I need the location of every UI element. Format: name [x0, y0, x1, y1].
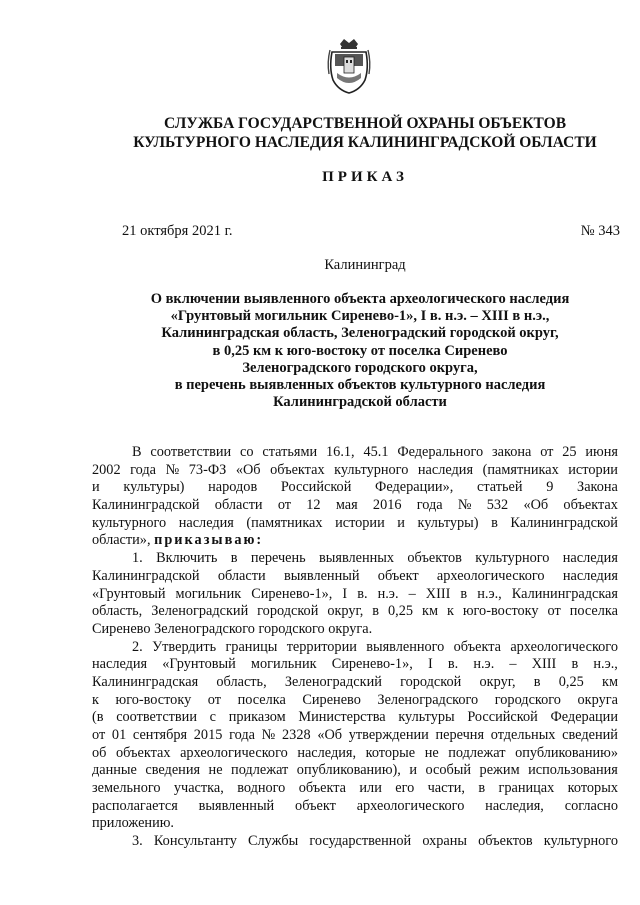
body-word: не: [424, 744, 439, 761]
body-word: археологического: [180, 744, 288, 761]
body-word: I: [427, 656, 433, 673]
body-word: от: [92, 727, 106, 743]
organization-name-line-2: КУЛЬТУРНОГО НАСЛЕДИЯ КАЛИНИНГРАДСКОЙ ОБЛАСТИ: [133, 134, 597, 151]
body-word: округа: [577, 691, 618, 708]
body-word: в: [491, 514, 498, 531]
body-line: [92, 462, 618, 480]
body-word: земельного: [92, 780, 161, 797]
body-word: которые: [365, 744, 416, 761]
body-word: от: [207, 691, 221, 708]
body-word: наследия,: [485, 797, 544, 814]
body-word: наследия: [562, 567, 618, 584]
body-word: границах: [498, 780, 555, 797]
body-word: 16.1,: [326, 444, 355, 460]
organization-name-line-1: СЛУЖБА ГОСУДАРСТВЕННОЙ ОХРАНЫ ОБЪЕКТОВ: [163, 115, 567, 132]
coat-of-arms-emblem: [326, 38, 372, 94]
body-word: культурного: [92, 514, 167, 531]
body-word: (памятниках: [246, 514, 323, 531]
order-city: Калининград: [324, 257, 406, 273]
body-word: Калининградская: [511, 585, 618, 602]
subject-line: О включении выявленного объекта археологического наследия: [150, 291, 570, 307]
body-word: приложению.: [92, 815, 178, 832]
subject-line: Калининградская область, Зеленоградский городской округ,: [161, 325, 559, 342]
subject-line: «Грунтовый могильник Сиренево-1», I в. н.э. – XIII в н.э.,: [170, 308, 550, 325]
body-line: [92, 603, 618, 621]
order-number: № 343: [580, 223, 620, 239]
body-line: [92, 727, 618, 745]
body-word: об: [92, 744, 107, 761]
body-word: Калининградской: [510, 514, 618, 531]
body-word: культуры): [123, 479, 185, 496]
body-word: км: [422, 603, 438, 620]
body-word: округа.: [328, 620, 376, 637]
order-date: 21 октября 2021 г.: [122, 223, 233, 239]
body-word: области: [214, 497, 263, 514]
body-word: округ,: [327, 603, 364, 620]
body-word: Сиренево-1»,: [251, 585, 333, 602]
body-word: от: [547, 603, 561, 620]
body-word: участка,: [173, 780, 224, 797]
body-word: «Грунтовый: [92, 585, 166, 602]
body-line: [92, 568, 618, 586]
body-word: Российской: [280, 479, 352, 496]
body-word: н.э.: [377, 585, 399, 602]
body-word: водного: [237, 780, 286, 797]
body-word: в: [533, 673, 541, 690]
body-word: область,: [92, 603, 143, 620]
body-word: объектах: [563, 497, 618, 514]
body-word: в: [460, 585, 468, 602]
body-word: Калининградской: [92, 567, 200, 584]
body-word: в: [230, 550, 238, 567]
body-word: соответствии: [116, 709, 197, 726]
body-word: №: [457, 497, 472, 514]
body-word: –: [509, 656, 517, 673]
subject-line: в 0,25 км к юго-востоку от поселка Сиренево: [212, 342, 508, 359]
body-word: наследия: [562, 550, 618, 567]
body-word: выявленный: [283, 567, 360, 584]
body-word: в: [571, 656, 579, 673]
body-word: археологического: [436, 567, 545, 584]
body-word: Консультанту: [153, 833, 237, 850]
body-word: объекта: [298, 780, 347, 797]
body-word: поселка: [237, 691, 286, 708]
body-word: 2328: [282, 727, 311, 743]
body-word: Включить: [156, 550, 218, 567]
body-word: к: [92, 691, 99, 708]
body-word: наследия: [92, 656, 148, 673]
body-line: [92, 762, 618, 780]
body-word: перечня: [435, 727, 485, 743]
document-type: ПРИКАЗ: [322, 169, 408, 185]
body-word: область,: [216, 673, 267, 690]
body-word: 2016: [372, 497, 402, 514]
body-word: года: [416, 497, 443, 514]
body-word: в: [372, 603, 380, 620]
body-line: [92, 745, 618, 763]
body-word: №: [165, 461, 180, 478]
body-word: Сиренево-1»,: [331, 656, 413, 673]
body-word: 12: [306, 497, 321, 514]
body-word: объект: [377, 567, 419, 584]
body-word: наследия: [178, 514, 234, 531]
body-line: [92, 833, 618, 851]
body-word: в.: [357, 585, 368, 602]
body-word: выявленного: [366, 638, 445, 655]
body-line: [92, 515, 618, 533]
body-word: объект: [295, 797, 336, 814]
body-word: XIII: [425, 585, 451, 602]
body-word: Сиренево: [302, 691, 361, 708]
body-word: 25: [562, 444, 577, 460]
body-word: 532: [486, 497, 509, 514]
body-word: Федерального: [397, 444, 484, 460]
body-word: сведений: [562, 727, 618, 743]
body-word: и: [92, 479, 100, 496]
body-line: [92, 444, 618, 462]
body-word: объекта: [453, 638, 501, 655]
body-word: В: [132, 444, 142, 460]
body-word: располагается: [92, 797, 178, 814]
body-word: могильник: [175, 585, 242, 602]
body-word: закона: [491, 444, 532, 460]
body-word: 3.: [132, 833, 143, 850]
body-word: 2015: [193, 727, 223, 743]
order-directive-word: приказываю:: [154, 532, 264, 549]
body-word: «Об: [235, 461, 261, 478]
body-word: юго-востоку: [115, 691, 192, 708]
subject-line: в перечень выявленных объектов культурного наследия: [174, 377, 546, 394]
body-word: XIII: [531, 656, 557, 673]
body-word: №: [261, 727, 276, 743]
body-word: Калининградской: [92, 497, 200, 514]
body-line: [92, 532, 618, 550]
body-word: мая: [335, 497, 358, 514]
body-line: [92, 798, 618, 816]
body-word: части,: [427, 780, 465, 797]
body-word: археологического: [356, 797, 465, 814]
body-word: в.: [447, 656, 459, 673]
body-word: приказом: [228, 709, 286, 726]
body-word: н.э.,: [593, 656, 618, 673]
body-word: границы: [225, 638, 278, 655]
body-word: подлежат: [448, 744, 506, 761]
body-word: соответствии: [150, 444, 232, 460]
body-line: [92, 479, 618, 497]
body-word: Утвердить: [152, 638, 217, 655]
body-line: [92, 815, 618, 833]
body-word: года: [229, 727, 255, 743]
body-line: [92, 780, 618, 798]
body-word: статьями: [262, 444, 318, 460]
body-word: июня: [585, 444, 618, 460]
body-line: [92, 550, 618, 568]
body-word: –: [408, 585, 416, 602]
body-word: территории: [286, 638, 357, 655]
body-word: Зеленоградского: [377, 691, 479, 708]
body-word: Сиренево: [92, 620, 155, 637]
body-word: объектах: [270, 461, 325, 478]
body-word: народов: [208, 479, 258, 496]
body-word: культурного: [334, 461, 409, 478]
body-word: 45.1: [363, 444, 389, 460]
body-word: н.э.,: [477, 585, 502, 602]
body-word: от: [277, 497, 292, 514]
body-word: н.э.: [473, 656, 495, 673]
body-word: 9: [546, 479, 554, 496]
order-body: [92, 444, 618, 851]
body-word: и: [409, 762, 418, 779]
order-subject: [100, 291, 620, 411]
body-word: особый: [425, 762, 472, 779]
body-word: 2.: [132, 638, 143, 655]
body-word: объектов: [478, 833, 533, 850]
body-word: от: [540, 444, 554, 460]
body-word: поселка: [569, 603, 618, 620]
body-word: Калининградская: [92, 673, 199, 690]
body-word: статьей: [476, 479, 523, 496]
body-word: подлежат: [231, 762, 289, 779]
body-word: Закона: [577, 479, 618, 496]
body-word: I: [342, 585, 348, 602]
body-word: 01: [111, 727, 127, 743]
body-word: со: [240, 444, 254, 460]
subject-line: Зеленоградского городского округа,: [242, 359, 478, 376]
body-word: «Об: [523, 497, 549, 514]
body-word: объектах: [116, 744, 171, 761]
body-word: с: [209, 709, 217, 726]
body-word: «Грунтовый: [162, 656, 236, 673]
body-word: Федерации: [550, 709, 618, 726]
body-word: истории: [335, 514, 385, 531]
body-word: охраны: [422, 833, 468, 850]
body-word: утверждении: [348, 727, 429, 743]
body-word: истории: [568, 461, 618, 478]
body-line: [92, 692, 618, 710]
body-word: 2002: [92, 461, 121, 478]
body-line: [92, 586, 618, 604]
body-word: объектов: [407, 550, 462, 567]
body-word: «Об: [317, 727, 343, 743]
body-word: Федерации»,: [375, 479, 454, 496]
body-word: данные: [92, 762, 137, 779]
body-word: перечень: [250, 550, 306, 567]
body-word: (памятниках: [482, 461, 559, 478]
body-word: Зеленоградский: [284, 673, 382, 690]
body-word: его: [395, 780, 415, 797]
body-word: археологического: [510, 638, 618, 655]
body-word: выявленных: [319, 550, 395, 567]
body-word: городского: [494, 691, 561, 708]
body-line: [92, 674, 618, 692]
body-word: культурного: [543, 833, 618, 850]
body-word: года: [130, 461, 157, 478]
body-word: культуры: [398, 709, 455, 726]
body-word: 1.: [132, 550, 143, 567]
body-word: (в: [92, 709, 104, 726]
body-word: наследия: [417, 461, 474, 478]
body-word: режим: [479, 762, 520, 779]
body-word: наследия,: [297, 744, 357, 761]
body-word: 0,25: [558, 673, 584, 690]
body-line: [92, 709, 618, 727]
body-word: городского: [258, 620, 329, 637]
body-word: Зеленоградский: [151, 603, 249, 620]
body-word: сентября: [132, 727, 188, 743]
body-word: использования: [528, 762, 618, 779]
body-word: выявленный: [198, 797, 275, 814]
body-word: км: [602, 673, 618, 690]
body-word: государственной: [309, 833, 412, 850]
body-word: опубликованию»: [515, 744, 618, 761]
body-word: округ,: [479, 673, 516, 690]
body-word: городской: [257, 603, 319, 620]
body-word: Министерства: [298, 709, 386, 726]
body-word: Службы: [248, 833, 299, 850]
body-word: Российской: [467, 709, 538, 726]
body-word: которых: [567, 780, 618, 797]
body-word: к: [446, 603, 454, 620]
body-word: области: [217, 567, 266, 584]
body-word: 73-ФЗ: [188, 461, 227, 478]
body-line: [92, 639, 618, 657]
body-word: и: [397, 514, 405, 531]
body-word: юго-востоку: [462, 603, 539, 620]
body-word: 0,25: [388, 603, 414, 620]
body-word: городской: [400, 673, 462, 690]
body-word: в: [478, 780, 486, 797]
body-word: могильник: [250, 656, 317, 673]
organization-name: [90, 114, 640, 152]
body-word: не: [208, 762, 223, 779]
body-word: или: [359, 780, 382, 797]
body-word: сведения: [145, 762, 201, 779]
body-word: Зеленоградского: [154, 620, 259, 637]
body-word: области»,: [92, 532, 155, 549]
body-word: отдельных: [490, 727, 556, 743]
body-word: культурного: [475, 550, 550, 567]
body-line: [92, 621, 618, 639]
body-word: опубликованию),: [296, 762, 401, 779]
subject-line: Калининградской области: [273, 394, 447, 411]
body-line: [92, 497, 618, 515]
body-line: [92, 656, 618, 674]
body-word: согласно: [564, 797, 618, 814]
body-word: культуры): [417, 514, 479, 531]
